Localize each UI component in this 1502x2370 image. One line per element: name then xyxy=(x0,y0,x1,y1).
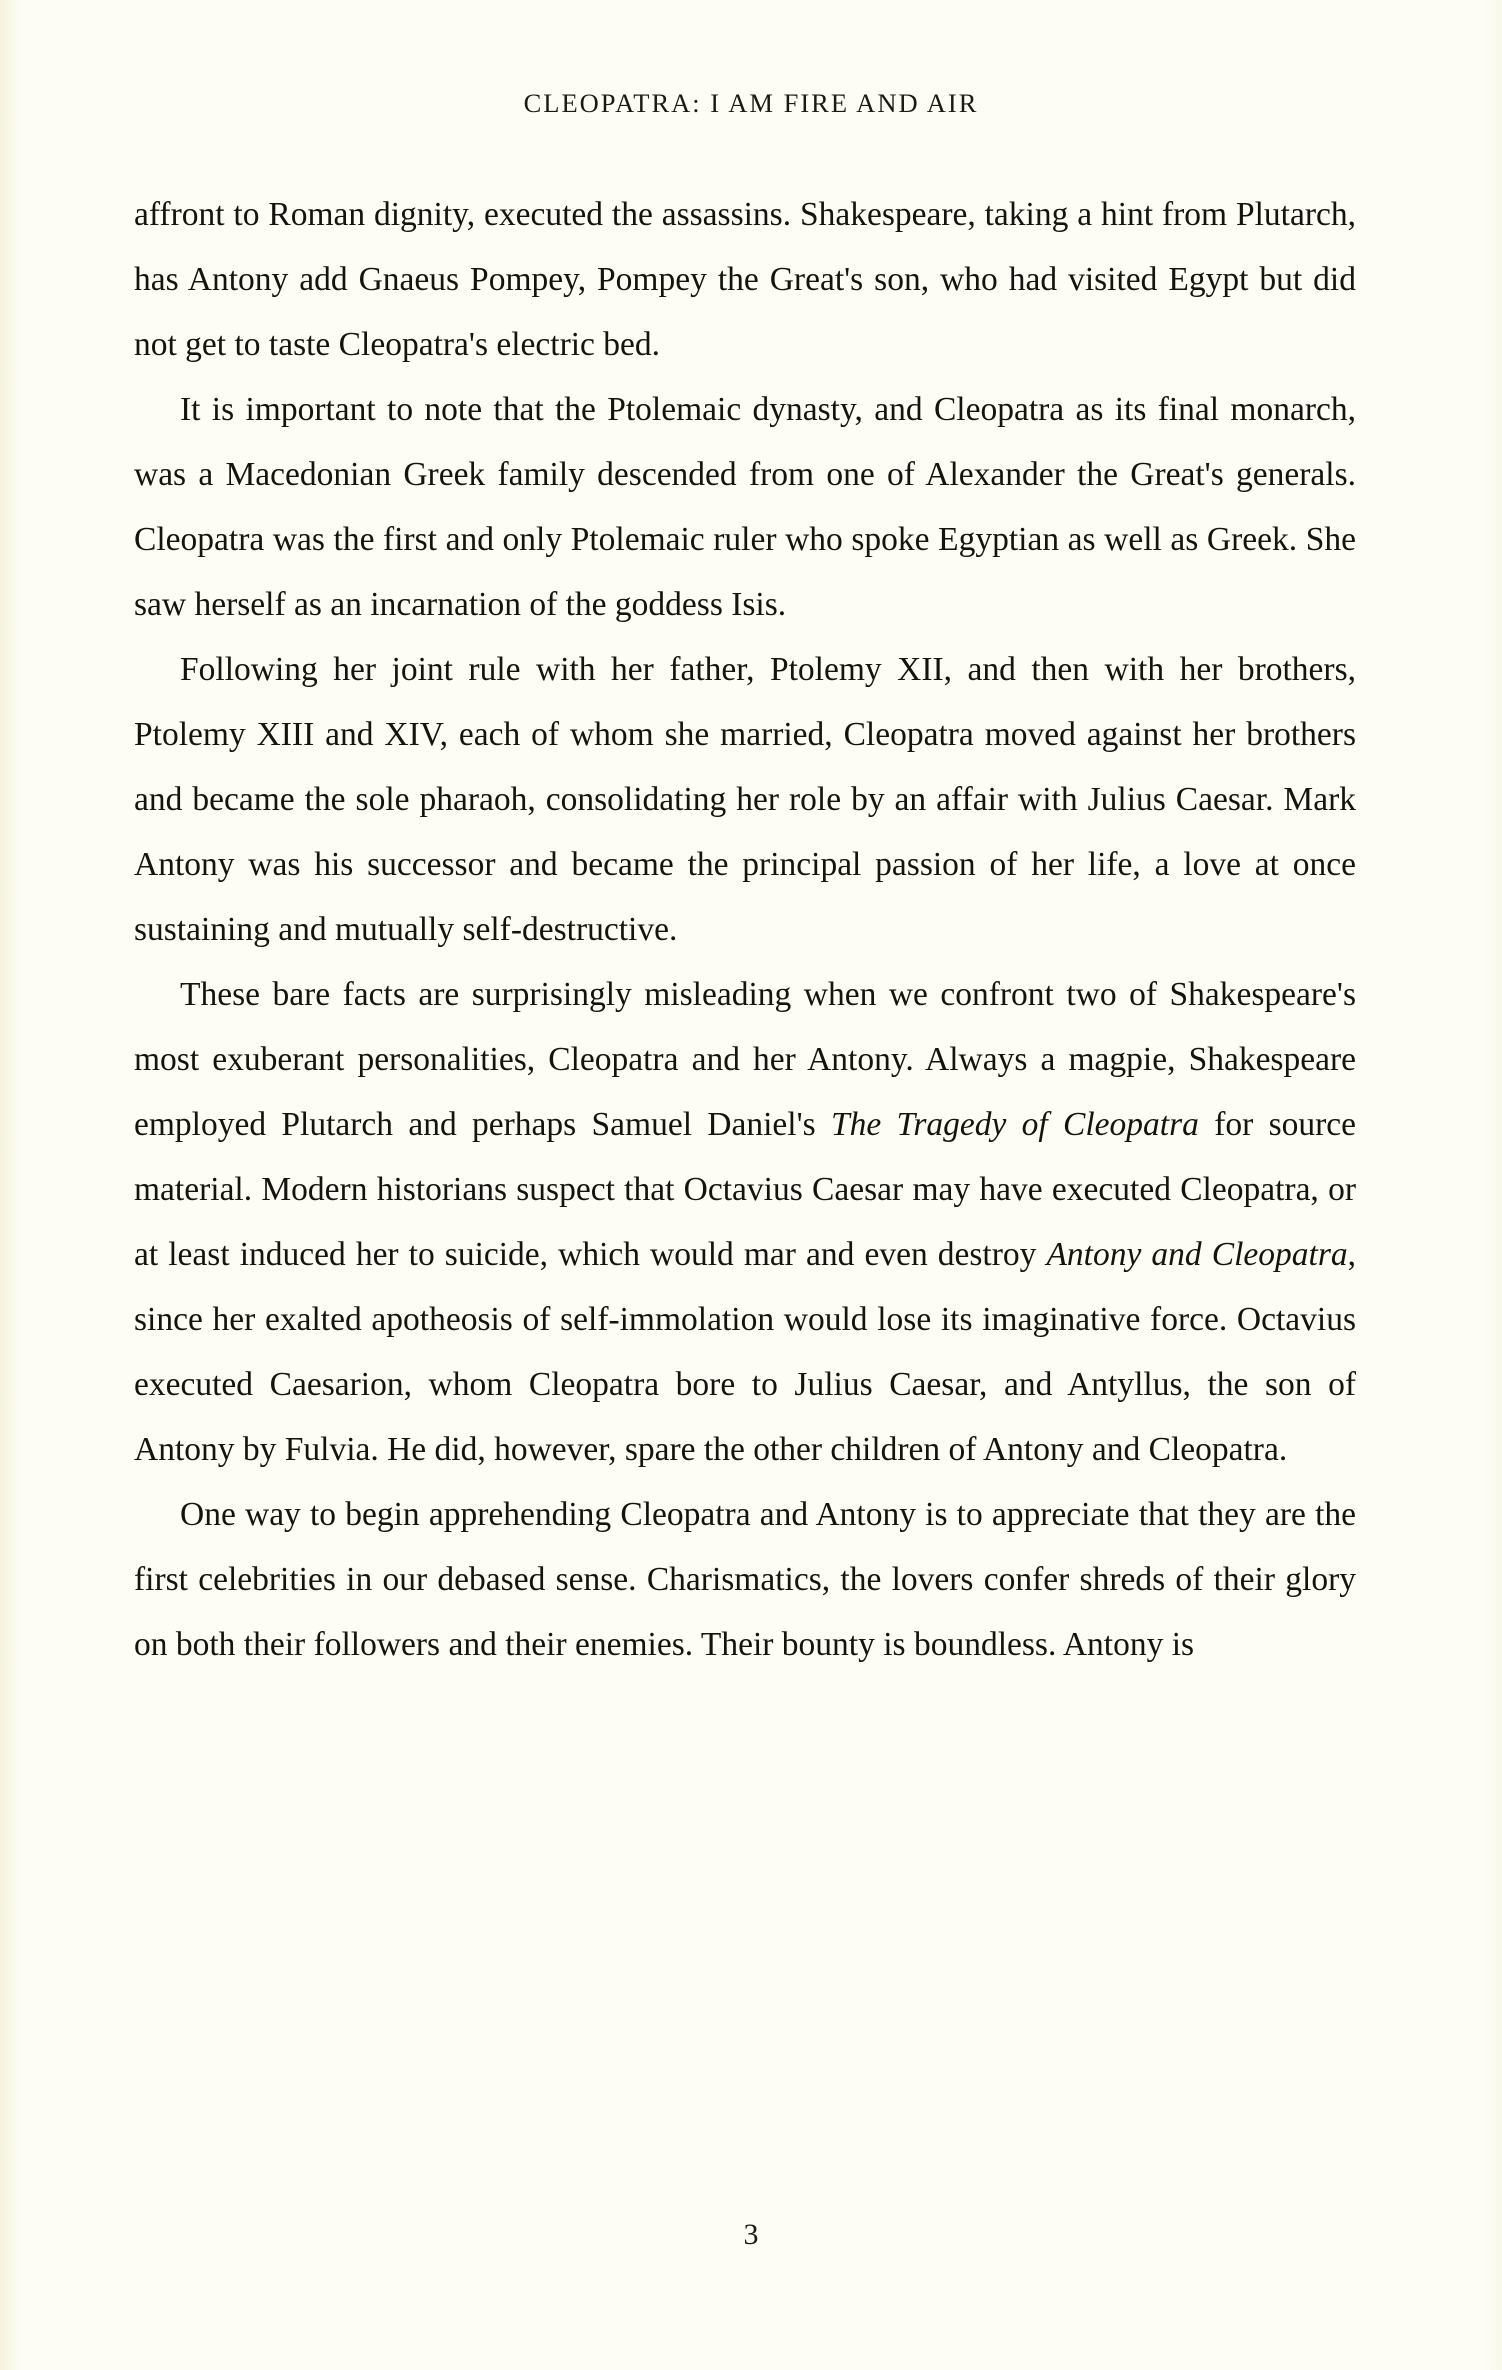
text-run: , since her exalted apotheosis of self-immolation would lose its imaginative force. Octavius executed Caesarion, whom Cleopatra bore to Julius Caesar, and Antyllus, the son of Antony by Fulvia. He did, however, spare the other children of Antony and Cleopatra. xyxy=(134,1236,1356,1468)
paragraph xyxy=(134,377,1356,637)
italic-title: Antony and Cleopatra xyxy=(1046,1236,1348,1273)
text-run: for source material. Modern historians suspect that Octavius Caesar may have executed Cleopatra, or at least induced her to suicide, which would mar and even destroy xyxy=(134,1106,1356,1273)
running-head: CLEOPATRA: I AM FIRE AND AIR xyxy=(523,88,979,118)
paragraph xyxy=(134,182,1356,377)
page-number: 3 xyxy=(743,2218,759,2251)
italic-title: The Tragedy of Cleopatra xyxy=(830,1106,1199,1143)
body-text-column xyxy=(134,182,1356,1677)
text-run: affront to Roman dignity, executed the assassins. Shakespeare, taking a hint from Plutarch, has Antony add Gnaeus Pompey, Pompey the Great's son, who had visited Egypt but did not get to taste Cleopatra's electric bed. xyxy=(134,196,1356,363)
paragraph xyxy=(134,637,1356,962)
paragraph xyxy=(134,1482,1356,1677)
paragraph xyxy=(134,962,1356,1482)
text-run: It is important to note that the Ptolemaic dynasty, and Cleopatra as its final monarch, was a Macedonian Greek family descended from one of Alexander the Great's generals. Cleopatra was the first and only Ptolemaic ruler who spoke Egyptian as well as Greek. She saw herself as an incarnation of the goddess Isis. xyxy=(134,391,1356,623)
text-run: Following her joint rule with her father, Ptolemy XII, and then with her brothers, Ptolemy XIII and XIV, each of whom she married, Cleopatra moved against her brothers and became the sole pharaoh, consolidating her role by an affair with Julius Caesar. Mark Antony was his successor and became the principal passion of her life, a love at once sustaining and mutually self-destructive. xyxy=(134,651,1356,948)
text-run: These bare facts are surprisingly misleading when we confront two of Shakespeare's most exuberant personalities, Cleopatra and her Antony. Always a magpie, Shakespeare employed Plutarch and perhaps Samuel Daniel's xyxy=(134,976,1356,1143)
text-run: One way to begin apprehending Cleopatra and Antony is to appreciate that they are the first celebrities in our debased sense. Charismatics, the lovers confer shreds of their glory on both their followers and their enemies. Their bounty is boundless. Antony is xyxy=(134,1496,1356,1663)
